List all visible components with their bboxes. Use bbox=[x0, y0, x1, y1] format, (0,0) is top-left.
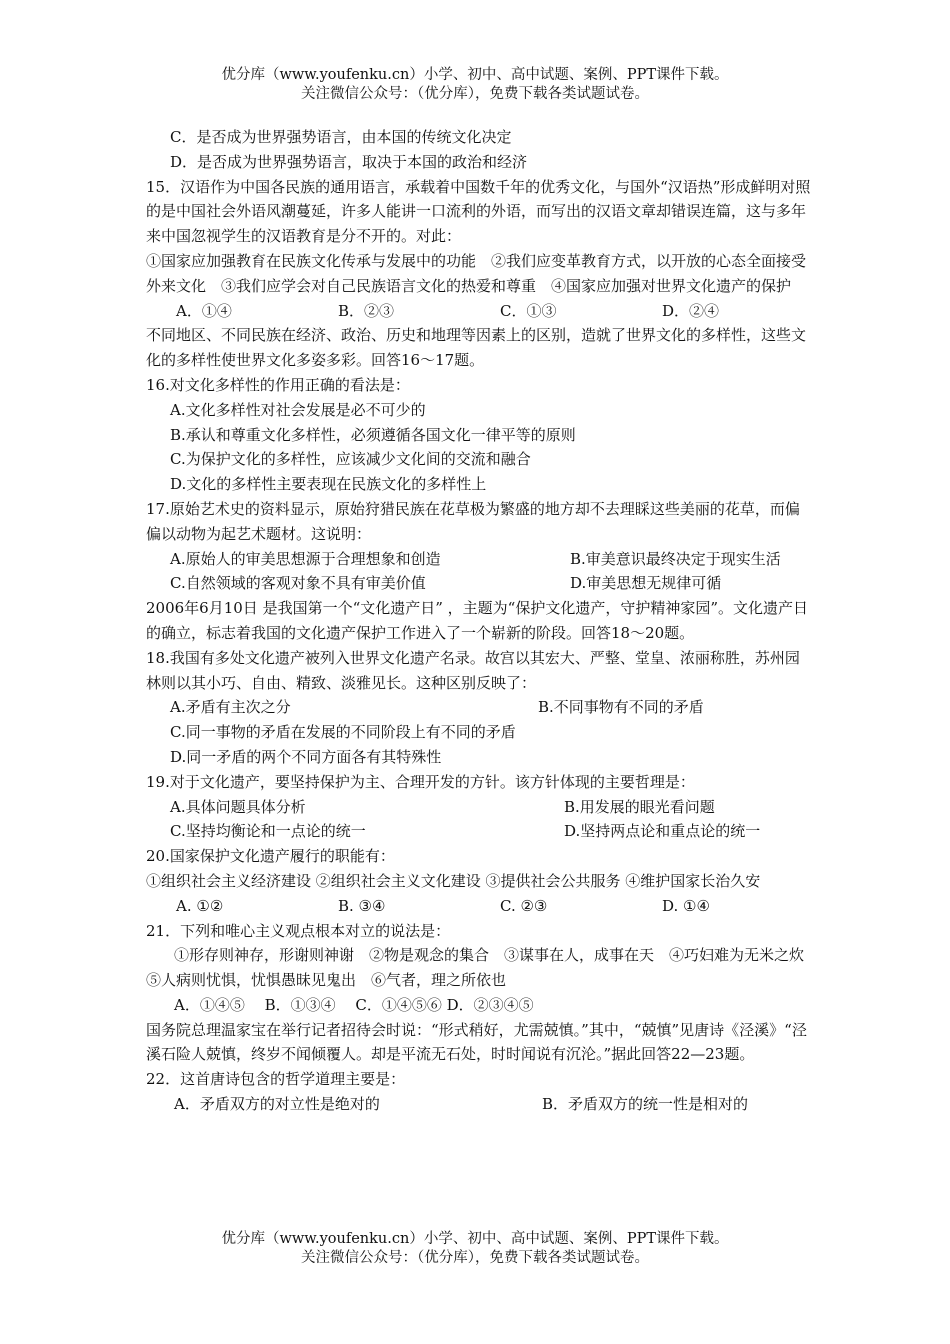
intro-16-17: 不同地区、不同民族在经济、政治、历史和地理等因素上的区别，造就了世界文化的多样性，这些文化的多样性使世界文化多姿多彩。回答16～17题。 bbox=[146, 326, 807, 370]
q21-items: ①形存则神存，形谢则神谢 ②物是观念的集合 ③谋事在人，成事在天 ④巧妇难为无米之炊 ⑤人病则忧惧，忧惧愚昧见鬼出 ⑥气者，理之所依也 bbox=[146, 946, 820, 990]
q18-option-c: C.同一事物的矛盾在发展的不同阶段上有不同的矛盾 bbox=[170, 723, 516, 742]
q19-option-b: B.用发展的眼光看问题 bbox=[564, 797, 715, 816]
q22-stem: 22．这首唐诗包含的哲学道理主要是： bbox=[146, 1070, 406, 1089]
q16-option-d: D.文化的多样性主要表现在民族文化的多样性上 bbox=[170, 475, 487, 494]
q20-option-c: C. ②③ bbox=[500, 896, 548, 915]
header-line-2: 关注微信公众号：（优分库），免费下载各类试题试卷。 bbox=[301, 86, 649, 102]
q14-option-c: C．是否成为世界强势语言，由本国的传统文化决定 bbox=[170, 128, 512, 146]
q20-option-a: A. ①② bbox=[176, 896, 224, 915]
q14-option-d: D．是否成为世界强势语言，取决于本国的政治和经济 bbox=[170, 152, 528, 171]
exam-content bbox=[146, 125, 820, 1117]
q19-option-c: C.坚持均衡论和一点论的统一 bbox=[170, 822, 366, 841]
q16-option-c: C.为保护文化的多样性，应该减少文化间的交流和融合 bbox=[170, 450, 531, 469]
q15-items: ①国家应加强教育在民族文化传承与发展中的功能 ②我们应变革教育方式，以开放的心态全面接受外来文化 ③我们应学会对自己民族语言文化的热爱和尊重 ④国家应加强对世界文化遗产的保护 bbox=[146, 251, 807, 295]
q19-stem: 19.对于文化遗产，要坚持保护为主、合理开发的方针。该方针体现的主要哲理是： bbox=[146, 772, 695, 791]
page-header bbox=[0, 66, 950, 104]
q20-options bbox=[146, 894, 812, 919]
q18-option-a: A.矛盾有主次之分 bbox=[170, 698, 291, 717]
q17-option-d: D.审美思想无规律可循 bbox=[570, 574, 722, 593]
header-line-1: 优分库（www.youfenku.cn）小学、初中、高中试题、案例、PPT课件下载。 bbox=[221, 67, 729, 83]
q15-stem: 15．汉语作为中国各民族的通用语言，承载着中国数千年的优秀文化，与国外“汉语热”形成鲜明对照的是中国社会外语风潮蔓延，许多人能讲一口流利的外语，而写出的汉语文章却错误连篇，这与多年来中国忽视学生的汉语教育是分不开的。对此： bbox=[146, 177, 811, 246]
footer-line-2: 关注微信公众号：（优分库），免费下载各类试题试卷。 bbox=[301, 1250, 649, 1266]
q22-option-b: B．矛盾双方的统一性是相对的 bbox=[542, 1095, 749, 1114]
q20-items: ①组织社会主义经济建设 ②组织社会主义文化建设 ③提供社会公共服务 ④维护国家长治久安 bbox=[146, 871, 761, 890]
q20-option-d: D. ①④ bbox=[662, 896, 710, 915]
q17-option-b: B.审美意识最终决定于现实生活 bbox=[570, 549, 781, 568]
q20-option-b: B. ③④ bbox=[338, 896, 386, 915]
q21-stem: 21．下列和唯心主义观点根本对立的说法是： bbox=[146, 921, 451, 940]
q15-option-c: C．①③ bbox=[500, 301, 557, 320]
q20-stem: 20.国家保护文化遗产履行的职能有： bbox=[146, 847, 395, 866]
q17-option-a: A.原始人的审美思想源于合理想象和创造 bbox=[170, 549, 441, 568]
q16-stem: 16.对文化多样性的作用正确的看法是： bbox=[146, 375, 410, 394]
footer-line-1: 优分库（www.youfenku.cn）小学、初中、高中试题、案例、PPT课件下载。 bbox=[221, 1231, 729, 1247]
q19-options-cd bbox=[146, 819, 812, 844]
q18-options-ab bbox=[146, 695, 812, 720]
intro-18-20: 2006年6月10日 是我国第一个“文化遗产日” ，主题为“保护文化遗产，守护精神家园”。文化遗产日的确立，标志着我国的文化遗产保护工作进入了一个崭新的阶段。回答18～20题。 bbox=[146, 599, 809, 642]
q18-stem: 18.我国有多处文化遗产被列入世界文化遗产名录。故宫以其宏大、严整、堂皇、浓丽称胜，苏州园林则以其小巧、自由、精致、淡雅见长。这种区别反映了： bbox=[146, 648, 800, 692]
q15-option-d: D．②④ bbox=[662, 301, 720, 320]
q19-option-a: A.具体问题具体分析 bbox=[170, 797, 306, 816]
q19-option-d: D.坚持两点论和重点论的统一 bbox=[564, 822, 761, 841]
q18-option-b: B.不同事物有不同的矛盾 bbox=[538, 698, 704, 717]
q15-option-b: B．②③ bbox=[338, 301, 395, 320]
q17-options-ab bbox=[146, 547, 812, 572]
q15-options bbox=[146, 299, 812, 324]
q15-option-a: A．①④ bbox=[176, 301, 232, 320]
page-footer bbox=[0, 1230, 950, 1268]
q17-stem: 17.原始艺术史的资料显示，原始狩猎民族在花草极为繁盛的地方却不去理睬这些美丽的花草，而偏偏以动物为起艺术题材。这说明： bbox=[146, 499, 800, 543]
q22-option-a: A．矛盾双方的对立性是绝对的 bbox=[174, 1095, 380, 1114]
q16-option-b: B.承认和尊重文化多样性，必须遵循各国文化一律平等的原则 bbox=[170, 425, 576, 444]
q21-options: A．①④⑤ B．①③④ C．①④⑤⑥ D．②③④⑤ bbox=[174, 995, 534, 1014]
q16-option-a: A.文化多样性对社会发展是必不可少的 bbox=[170, 400, 426, 419]
q22-options-ab bbox=[146, 1092, 812, 1117]
q17-option-c: C.自然领域的客观对象不具有审美价值 bbox=[170, 574, 426, 593]
q18-option-d: D.同一矛盾的两个不同方面各有其特殊性 bbox=[170, 747, 442, 766]
q19-options-ab bbox=[146, 795, 812, 820]
intro-22-23: 国务院总理温家宝在举行记者招待会时说：“形式稍好，尤需兢慎。”其中，“兢慎”见唐诗《泾溪》“泾溪石险人兢慎，终岁不闻倾覆人。却是平流无石处，时时闻说有沉沦。”据此回答22—23题。 bbox=[146, 1020, 807, 1064]
q17-options-cd bbox=[146, 571, 812, 596]
